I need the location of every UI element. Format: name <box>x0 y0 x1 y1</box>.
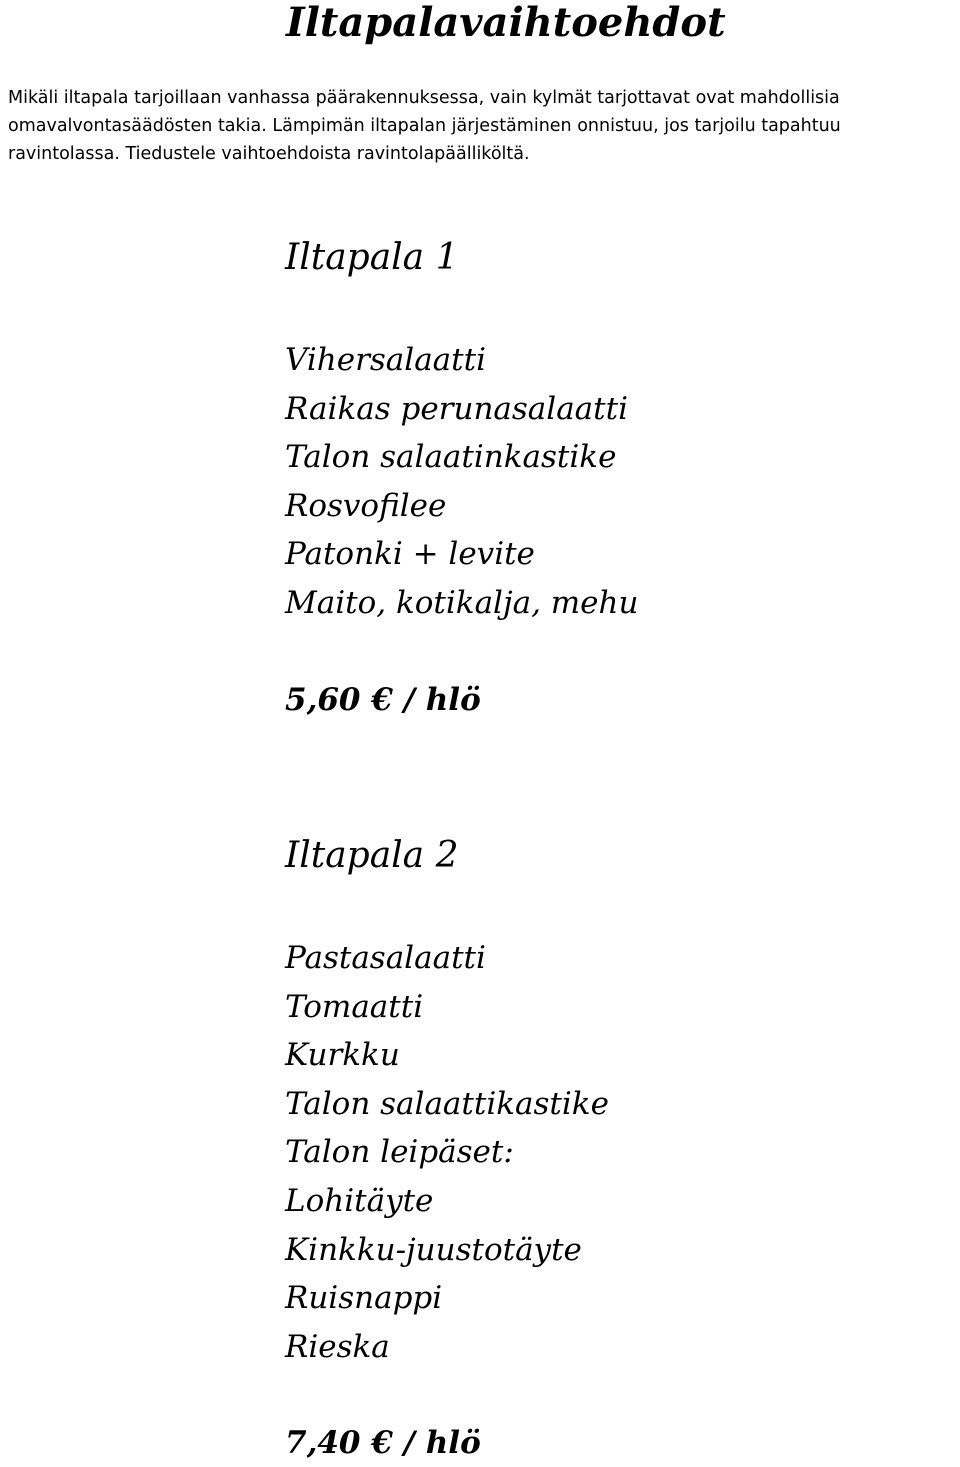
intro-paragraph: Mikäli iltapala tarjoillaan vanhassa päärakennuksessa, vain kylmät tarjottavat ovat mahdollisia omavalvontasäädösten takia. Lämpimän iltapalan järjestäminen onnistuu, jos tarjoilu tapahtuu ravintolassa. Tiedustele vaihtoehdoista ravintolapäälliköltä. <box>8 88 841 164</box>
menu-iltapala-1 <box>285 232 945 724</box>
menu-item: Talon leipäset: <box>285 1134 514 1171</box>
menu-item: Talon salaatinkastike <box>285 439 617 476</box>
menu-item: Vihersalaatti <box>285 342 486 378</box>
menu-item: Pastasalaatti <box>285 940 486 976</box>
menu-item: Maito, kotikalja, mehu <box>285 584 639 621</box>
menu-iltapala-2 <box>285 830 945 1467</box>
menu-item: Talon salaattikastike <box>285 1085 609 1122</box>
menu-item: Lohitäyte <box>285 1182 434 1219</box>
menu-item: Tomaatti <box>285 988 424 1025</box>
menu-item: Kurkku <box>285 1037 400 1074</box>
menu-item: Kinkku-juustotäyte <box>285 1231 582 1268</box>
menu-title: Iltapala 2 <box>285 835 459 876</box>
menu-item: Patonki + levite <box>285 536 535 573</box>
menu-item: Rieska <box>285 1328 390 1365</box>
menu-item: Raikas perunasalaatti <box>285 390 628 427</box>
menu-title: Iltapala 1 <box>285 237 459 278</box>
menu-price: 7,40 € / hlö <box>285 1425 481 1462</box>
menu-item: Ruisnappi <box>285 1280 443 1317</box>
menu-price: 5,60 € / hlö <box>285 681 481 718</box>
page-title: Iltapalavaihtoehdot <box>286 0 726 46</box>
menu-item: Rosvofilee <box>285 487 447 524</box>
menu-item-list <box>285 934 945 1371</box>
menu-item-list <box>285 336 945 628</box>
